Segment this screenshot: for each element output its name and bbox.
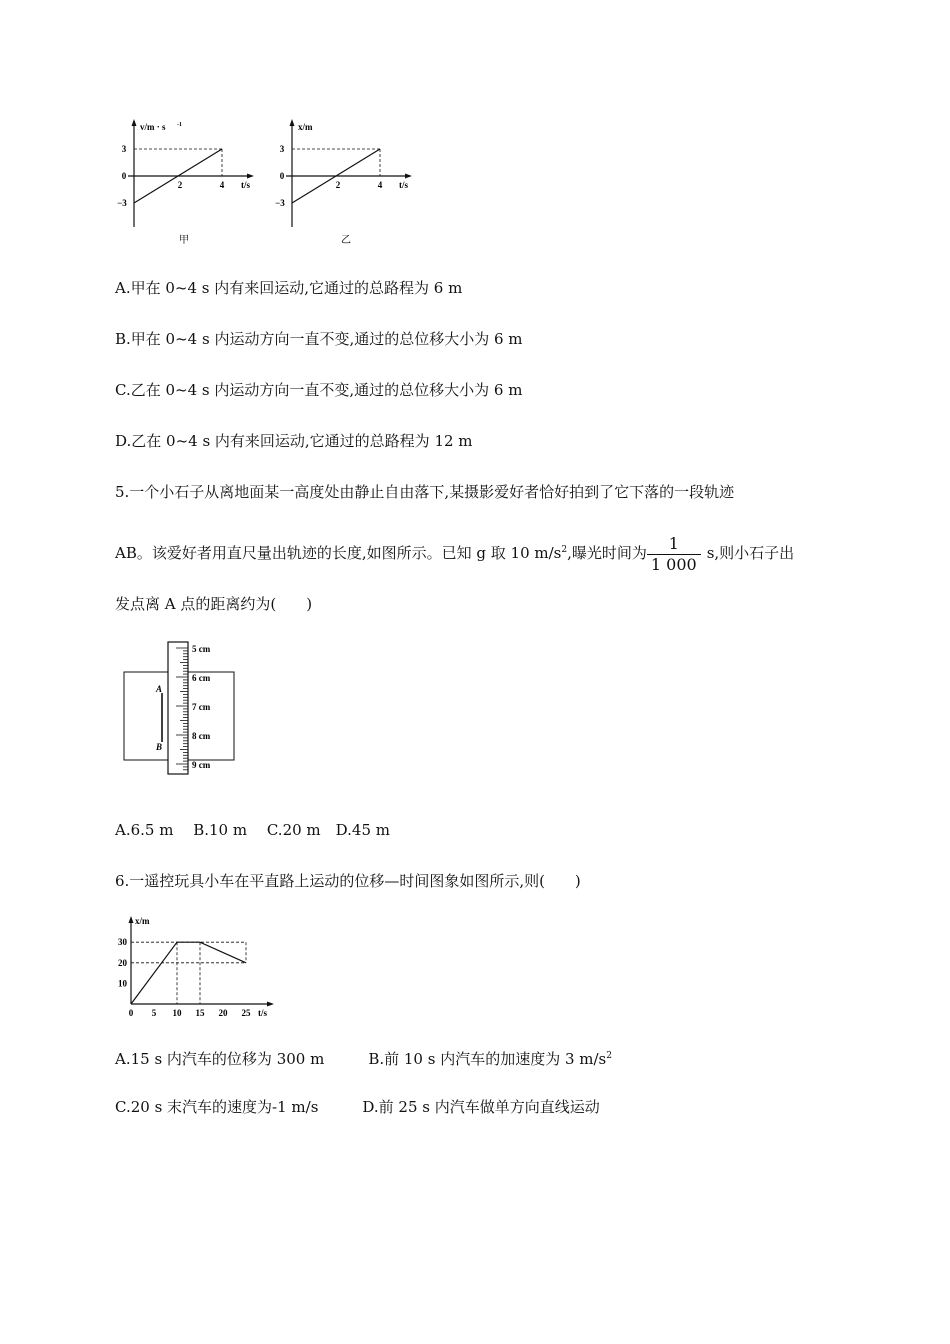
yi-x-tick: 4 [377, 180, 383, 190]
q4-option-b: B.甲在 0~4 s 内运动方向一直不变,通过的总位移大小为 6 m [115, 330, 523, 348]
q5-stem-text: AB。该爱好者用直尺量出轨迹的长度,如图所示。已知 g 取 10 m/s [115, 544, 562, 562]
jia-y-label: v/m · s [140, 122, 166, 132]
jia-y-sup: -1 [177, 122, 182, 128]
fraction-numerator: 1 [647, 534, 701, 555]
q6-x-tick: 5 [151, 1008, 157, 1017]
fraction-denominator: 1 000 [650, 554, 697, 574]
q6-x-label: t/s [258, 1008, 267, 1017]
point-b-label: B [156, 742, 163, 752]
q6-option-c: C.20 s 末汽车的速度为-1 m/s [115, 1098, 319, 1116]
q6-x-tick: 15 [195, 1008, 205, 1017]
figure-jia [110, 115, 260, 250]
figure-yi [268, 115, 418, 250]
q6-x-tick: 0 [128, 1008, 134, 1017]
q6-series-line [131, 942, 246, 1004]
yi-caption: 乙 [341, 235, 351, 246]
ruler-label: 7 cm [192, 702, 211, 712]
yi-x-tick: 2 [335, 180, 341, 190]
point-a-label: A [156, 684, 163, 694]
q6-options-row2 [115, 1097, 600, 1117]
q5-stem-line2 [115, 530, 794, 575]
exposure-fraction [647, 534, 701, 575]
q5-stem-text-end: s,则小石子出 [706, 544, 795, 562]
yi-y-tick: 3 [279, 144, 285, 154]
ruler-figure [120, 638, 245, 778]
q5-options: A.6.5 m B.10 m C.20 m D.45 m [115, 821, 390, 839]
q6-x-tick: 10 [172, 1008, 182, 1017]
q6-option-a: A.15 s 内汽车的位移为 300 m [115, 1050, 325, 1068]
q6-xt-chart [112, 912, 282, 1017]
jia-x-tick: 2 [177, 180, 183, 190]
q5-stem-line3: 发点离 A 点的距离约为( ) [115, 595, 313, 613]
q6-x-tick: 20 [218, 1008, 228, 1017]
yi-x-label: t/s [399, 180, 408, 190]
q5-stem-text-mid: ,曝光时间为 [567, 544, 647, 562]
ruler-label: 5 cm [192, 644, 211, 654]
q6-option-b-sup: 2 [606, 1051, 612, 1061]
q6-y-label: x/m [135, 916, 150, 926]
q6-option-d: D.前 25 s 内汽车做单方向直线运动 [362, 1098, 600, 1116]
q6-x-tick: 25 [241, 1008, 251, 1017]
q6-y-tick: 20 [118, 957, 127, 968]
jia-y-tick: −3 [117, 198, 127, 208]
q6-y-tick: 30 [118, 937, 127, 948]
jia-y-tick: 3 [121, 144, 127, 154]
q4-option-d: D.乙在 0~4 s 内有来回运动,它通过的总路程为 12 m [115, 432, 473, 450]
ruler-label: 9 cm [192, 760, 211, 770]
jia-caption: 甲 [179, 235, 189, 246]
q5-stem-line1: 5.一个小石子从离地面某一高度处由静止自由落下,某摄影爱好者恰好拍到了它下落的一段轨迹 [115, 483, 735, 501]
ruler-label: 6 cm [192, 673, 211, 683]
q4-option-a: A.甲在 0~4 s 内有来回运动,它通过的总路程为 6 m [115, 279, 463, 297]
q6-y-tick: 10 [118, 978, 127, 989]
jia-x-label: t/s [241, 180, 250, 190]
q5-unit-sup: 2 [561, 545, 568, 555]
ruler [168, 642, 188, 774]
q6-options-row1 [115, 1046, 612, 1069]
q6-option-b [368, 1050, 612, 1068]
yi-y-tick: −3 [275, 198, 285, 208]
yi-y-tick: 0 [279, 171, 285, 181]
ruler-label: 8 cm [192, 731, 211, 741]
yi-y-label: x/m [298, 122, 313, 132]
q4-option-c: C.乙在 0~4 s 内运动方向一直不变,通过的总位移大小为 6 m [115, 381, 523, 399]
jia-y-tick: 0 [121, 171, 127, 181]
q6-stem: 6.一遥控玩具小车在平直路上运动的位移—时间图象如图所示,则( ) [115, 872, 581, 890]
q6-option-b-text: B.前 10 s 内汽车的加速度为 3 m/s [368, 1050, 607, 1068]
jia-x-tick: 4 [219, 180, 225, 190]
